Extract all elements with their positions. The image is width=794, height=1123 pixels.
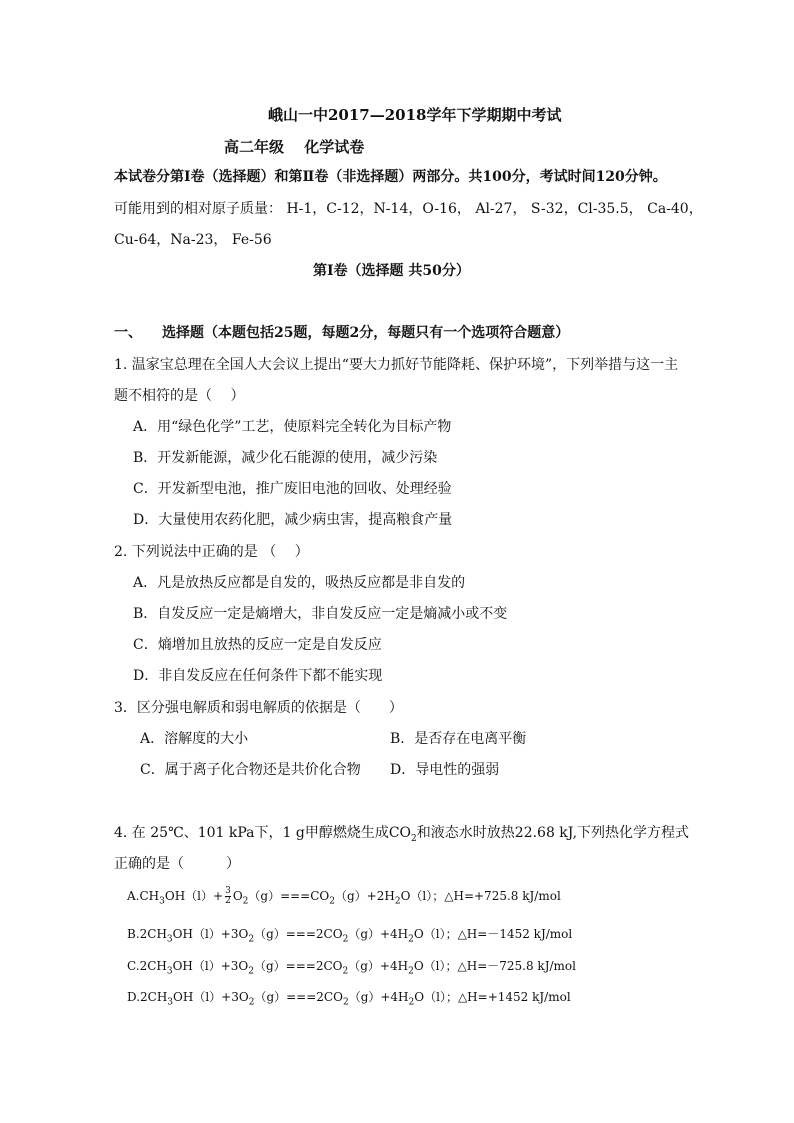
q3-option-c: C．属于离子化合物还是共价化合物: [140, 762, 361, 778]
q2-option-d: D．非自发反应在任何条件下都不能实现: [133, 668, 383, 684]
q4-stem-line-1: [114, 822, 689, 844]
q4-stem-post: 和液态水时放热22.68 kJ,下列热化学方程式: [416, 825, 690, 841]
q4-equation-c: $C.2CH_3OH(l)+3O_2(g)===2CO_2(g)+4H_2O(l)$；△H=－725.8 kJ/mol: [127, 959, 576, 977]
exam-notice: 本试卷分第Ⅰ卷（选择题）和第Ⅱ卷（非选择题）两部分。共100分，考试时间120分钟。: [114, 169, 667, 185]
atomic-mass-line-1: 可能用到的相对原子质量： H-1，C-12，N-14，O-16， Al-27， S-32，Cl-35.5， Ca-40，: [114, 201, 703, 217]
q1-option-a: A．用“绿色化学”工艺，使原料完全转化为目标产物: [133, 419, 452, 435]
q1-stem-line-2: 题不相符的是（ ）: [114, 388, 245, 404]
grade-subject: 高二年级 化学试卷: [224, 138, 365, 156]
q3-option-b: B．是否存在电离平衡: [390, 731, 527, 747]
q4-stem-pre: 4. 在 25℃、101 kPa下，1 g甲醇燃烧生成CO: [114, 825, 412, 841]
q4-sub: 2: [411, 833, 417, 844]
q3-option-a: A．溶解度的大小: [140, 731, 249, 747]
part-1-title: 第Ⅰ卷（选择题 共50分）: [313, 263, 470, 279]
q3-option-d: D．导电性的强弱: [390, 762, 500, 778]
q1-option-c: C．开发新型电池，推广废旧电池的回收、处理经验: [133, 481, 452, 497]
q2-option-b: B．自发反应一定是熵增大，非自发反应一定是熵减小或不变: [133, 606, 508, 622]
q4-equation-a: $A.CH_3OH(l)+$ $\frac{3}{2}$ $O_2(g)===CO_2(g)+2H_2O(l)$；△H=+725.8 kJ/mol: [127, 886, 561, 907]
exam-title: 峨山一中2017—2018学年下学期期中考试: [268, 106, 562, 124]
q2-option-c: C．熵增加且放热的反应一定是自发反应: [133, 637, 382, 653]
section-title: 选择题（本题包括25题，每题2分，每题只有一个选项符合题意）: [162, 325, 570, 341]
q1-option-b: B．开发新能源，减少化石能源的使用，减少污染: [133, 450, 438, 466]
q1-option-d: D．大量使用农药化肥，减少病虫害，提高粮食产量: [133, 512, 453, 528]
fraction: $\frac{3}{2}$: [225, 886, 231, 906]
q2-stem: 2. 下列说法中正确的是 （ ）: [114, 544, 309, 560]
q1-stem-line-1: 1. 温家宝总理在全国人大会议上提出“要大力抓好节能降耗、保护环境”，下列举措与这一主: [114, 357, 679, 373]
q4-equation-d: $D.2CH_3OH(l)+3O_2(g)===2CO_2(g)+4H_2O(l)$；△H=+1452 kJ/mol: [127, 990, 571, 1008]
q4-equation-b: $B.2CH_3OH(l)+3O_2(g)===2CO_2(g)+4H_2O(l)$；△H=－1452 kJ/mol: [127, 927, 573, 945]
q4-stem-line-2: 正确的是（ ）: [114, 856, 240, 872]
q2-option-a: A．凡是放热反应都是自发的，吸热反应都是非自发的: [133, 575, 466, 591]
q3-stem: 3．区分强电解质和弱电解质的依据是（ ）: [114, 700, 403, 716]
atomic-mass-line-2: Cu-64，Na-23， Fe-56: [114, 232, 272, 248]
section-number: 一、: [114, 325, 142, 341]
